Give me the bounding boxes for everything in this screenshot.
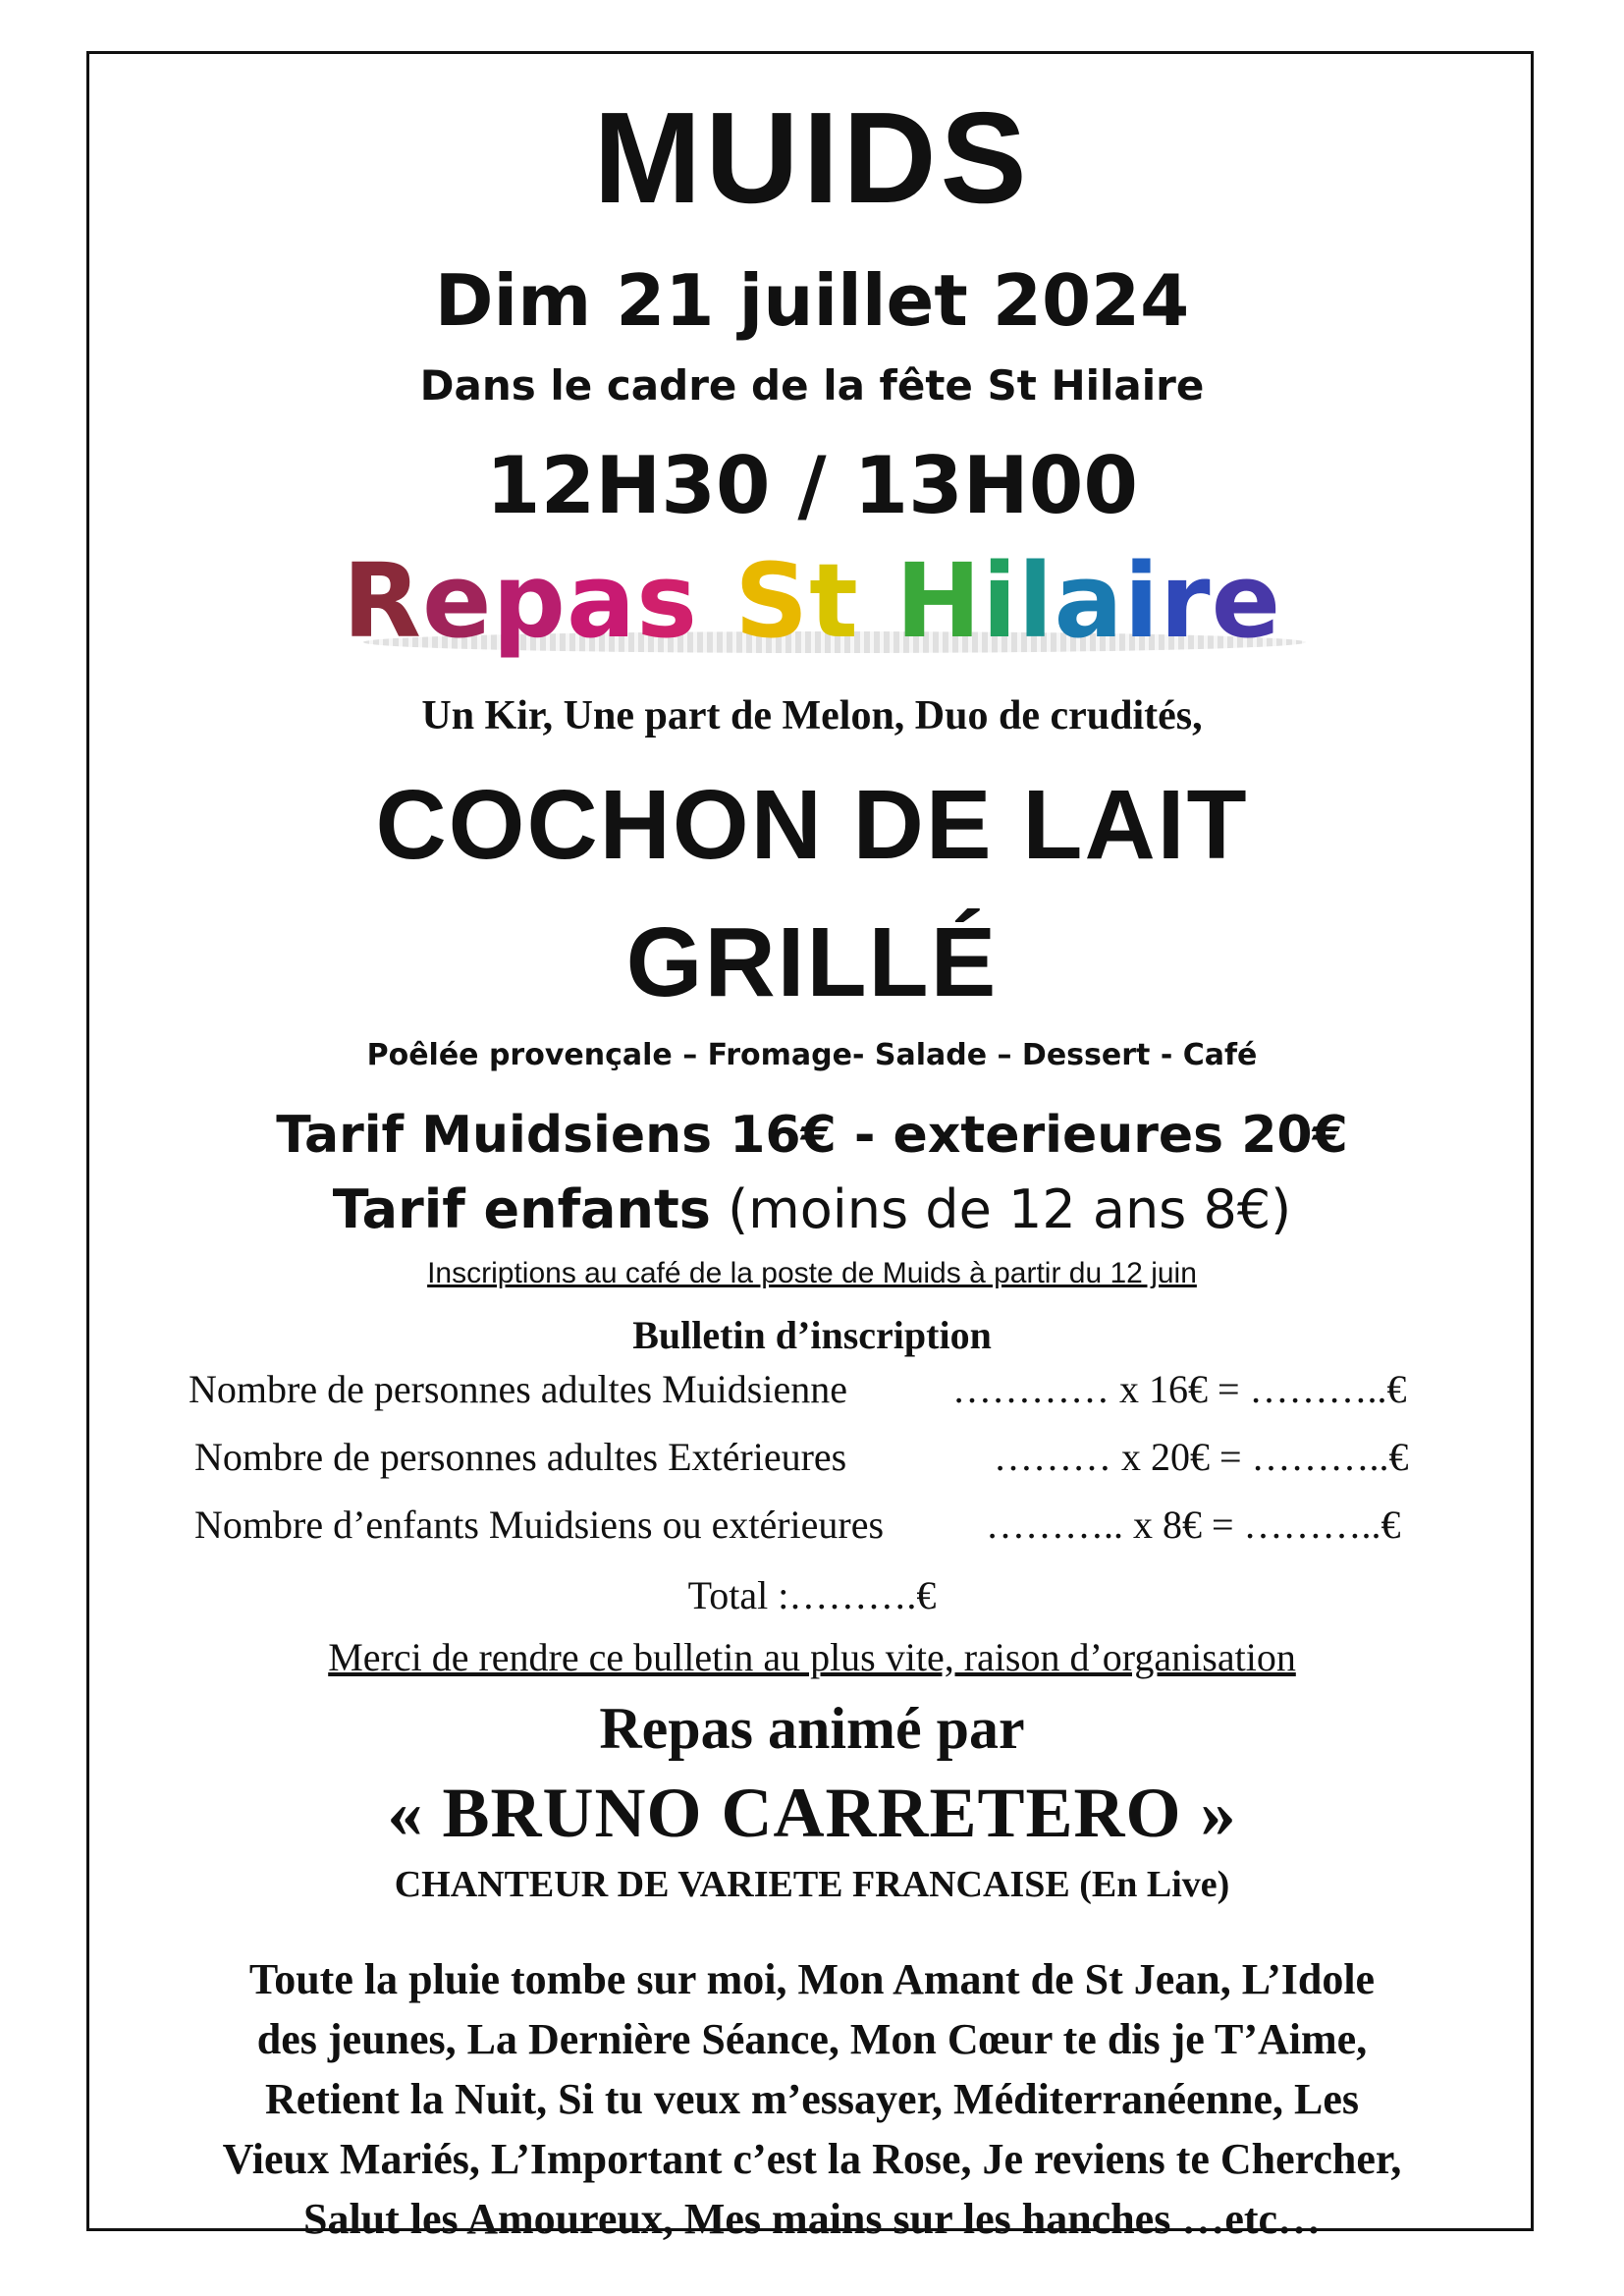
row-calc: ………… x 16€ = ………..€ — [952, 1367, 1407, 1411]
main-dish-line-1: COCHON DE LAIT — [375, 770, 1249, 880]
song-line: Vieux Mariés, L’Important c’est la Rose, Je reviens te Chercher, — [222, 2135, 1402, 2183]
sides-text: Poêlée provençale – Fromage- Salade – Dessert - Café — [366, 1038, 1258, 1072]
town-title: MUIDS — [593, 85, 1031, 230]
meal-title-letter: R — [342, 541, 422, 661]
meal-title-letter: a — [1054, 541, 1124, 661]
song-line: Toute la pluie tombe sur moi, Mon Amant de St Jean, L’Idole — [248, 1955, 1376, 2003]
meal-title-letter: e — [1211, 541, 1282, 661]
meal-title-letter: i — [1123, 541, 1161, 661]
meal-title-letter — [698, 550, 734, 652]
meal-title-letter: p — [492, 541, 567, 661]
song-list — [137, 1949, 1487, 2249]
row-calc: ……….. x 8€ = ………..€ — [986, 1503, 1401, 1547]
song-line: Salut les Amoureux, Mes mains sur les hanches …etc… — [302, 2195, 1322, 2243]
bulletin-row-adults-local — [189, 1367, 1485, 1413]
song-line: des jeunes, La Dernière Séance, Mon Cœur te dis je T’Aime, — [256, 2015, 1368, 2063]
total-line: Total :……….€ — [687, 1573, 937, 1617]
child-pricing — [0, 1178, 1624, 1240]
bulletin-heading: Bulletin d’inscription — [632, 1313, 992, 1357]
meal-title-letter: s — [636, 541, 699, 661]
child-pricing-detail: (moins de 12 ans 8€) — [710, 1178, 1292, 1240]
entertainment-intro: Repas animé par — [599, 1696, 1025, 1761]
bulletin-row-adults-external — [194, 1435, 1490, 1481]
event-context: Dans le cadre de la fête St Hilaire — [419, 361, 1205, 410]
artist-description: CHANTEUR DE VARIETE FRANCAISE (En Live) — [394, 1864, 1230, 1905]
artist-name: « BRUNO CARRETERO » — [387, 1774, 1237, 1852]
meal-title-letter — [859, 550, 895, 652]
song-line: Retient la Nuit, Si tu veux m’essayer, Méditerranéenne, Les — [264, 2075, 1360, 2123]
starters-text: Un Kir, Une part de Melon, Duo de crudités, — [421, 693, 1203, 738]
row-calc: ……… x 20€ = ………..€ — [994, 1435, 1409, 1479]
meal-title-letter: l — [1017, 541, 1055, 661]
adult-pricing: Tarif Muidsiens 16€ - exterieures 20€ — [276, 1106, 1348, 1165]
row-label: Nombre d’enfants Muidsiens ou extérieures — [194, 1503, 885, 1547]
main-dish-line-2: GRILLÉ — [625, 907, 999, 1017]
row-label: Nombre de personnes adultes Muidsienne — [189, 1367, 847, 1411]
row-label: Nombre de personnes adultes Extérieures — [194, 1435, 847, 1479]
child-pricing-label: Tarif enfants — [332, 1178, 711, 1240]
meal-title — [0, 541, 1624, 661]
meal-title-letter: e — [421, 541, 493, 661]
bulletin-row-children — [194, 1505, 1490, 1549]
meal-title-letter: H — [895, 541, 983, 661]
event-time: 12H30 / 13H00 — [485, 440, 1139, 531]
meal-title-letter: S — [734, 541, 810, 661]
signup-info: Inscriptions au café de la poste de Muids à partir du 12 juin — [427, 1257, 1197, 1289]
event-date: Dim 21 juillet 2024 — [434, 259, 1190, 342]
meal-title-letter: r — [1160, 541, 1212, 661]
return-note: Merci de rendre ce bulletin au plus vite, raison d’organisation — [328, 1635, 1296, 1679]
meal-title-letter: a — [566, 541, 637, 661]
meal-title-letter: t — [809, 541, 859, 661]
meal-title-letter: i — [982, 541, 1018, 661]
